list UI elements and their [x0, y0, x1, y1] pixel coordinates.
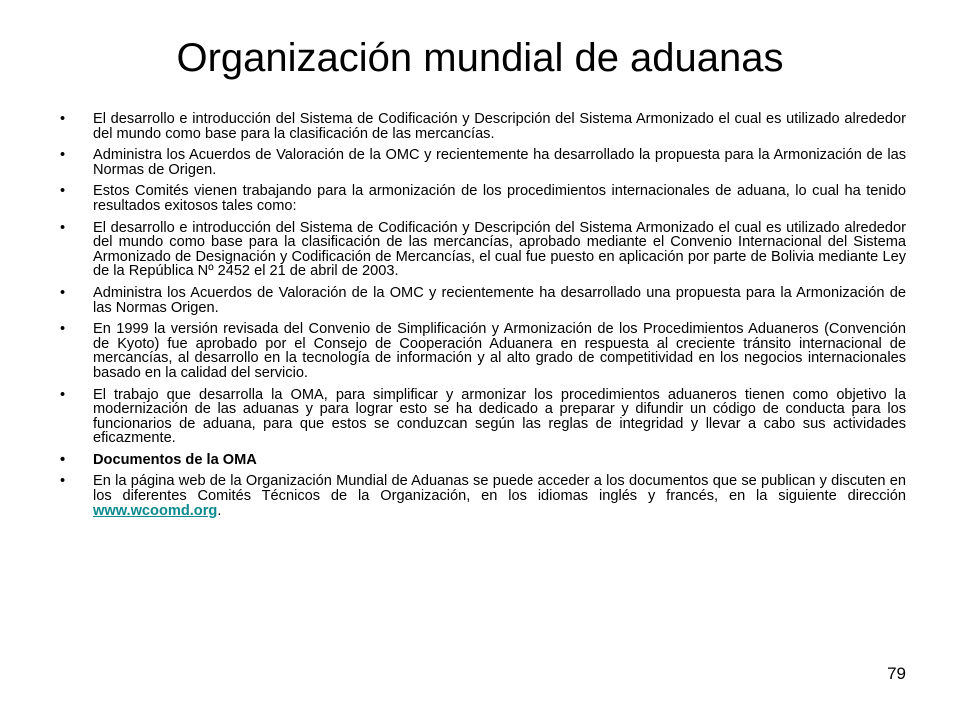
bullet-list [60, 112, 906, 525]
bullet-heading-documents: • Documentos de la OMA [60, 453, 906, 468]
bullet-item: • Administra los Acuerdos de Valoración de la OMC y recientemente ha desarrollado una propuesta para la Armonización de las Normas Origen. [60, 286, 906, 315]
bullet-item: • En 1999 la versión revisada del Convenio de Simplificación y Armonización de los Procedimientos Aduaneros (Convención de Kyoto) fue aprobado por el Consejo de Cooperación Aduanera en respuesta al creciente tránsito internacional de mercancías, al desarrollo en la tecnología de información y al alto grado de competitividad en los negocios internacionales basado en la calidad del servicio. [60, 322, 906, 380]
slide-title: Organización mundial de aduanas [176, 36, 784, 80]
bullet-suffix: . [217, 502, 222, 519]
bullet-item: • El trabajo que desarrolla la OMA, para simplificar y armonizar los procedimientos aduaneros tienen como objetivo la modernización de las aduanas y para lograr esto se ha dedicado a preparar y difundir un código de conducta para los funcionarios de aduana, para que estos se conduzcan según las reglas de integridad y llevar a cabo sus actividades eficazmente. [60, 388, 906, 446]
bullet-item-website [60, 474, 906, 518]
wcoomd-link[interactable]: www.wcoomd.org [93, 502, 218, 519]
page-number: 79 [887, 664, 906, 683]
bullet-text: En la página web de la Organización Mundial de Aduanas se puede acceder a los documentos que se publican y discuten en los diferentes Comités Técnicos de la Organización, en los idiomas inglés y francés, en la siguiente dirección [93, 473, 906, 505]
bullet-item: • Administra los Acuerdos de Valoración de la OMC y recientemente ha desarrollado la propuesta para la Armonización de las Normas de Origen. [60, 148, 906, 177]
bullet-item: • El desarrollo e introducción del Sistema de Codificación y Descripción del Sistema Armonizado el cual es utilizado alrededor del mundo como base para la clasificación de las mercancías, aprobado mediante el Convenio Internacional del Sistema Armonizado de Designación y Codificación de Mercancías, el cual fue puesto en aplicación por parte de Bolivia mediante Ley de la República Nº 2452 el 21 de abril de 2003. [60, 221, 906, 279]
bullet-item: • El desarrollo e introducción del Sistema de Codificación y Descripción del Sistema Armonizado el cual es utilizado alrededor del mundo como base para la clasificación de las mercancías. [60, 112, 906, 141]
bullet-item: • Estos Comités vienen trabajando para la armonización de los procedimientos internacionales de aduana, lo cual ha tenido resultados exitosos tales como: [60, 184, 906, 213]
